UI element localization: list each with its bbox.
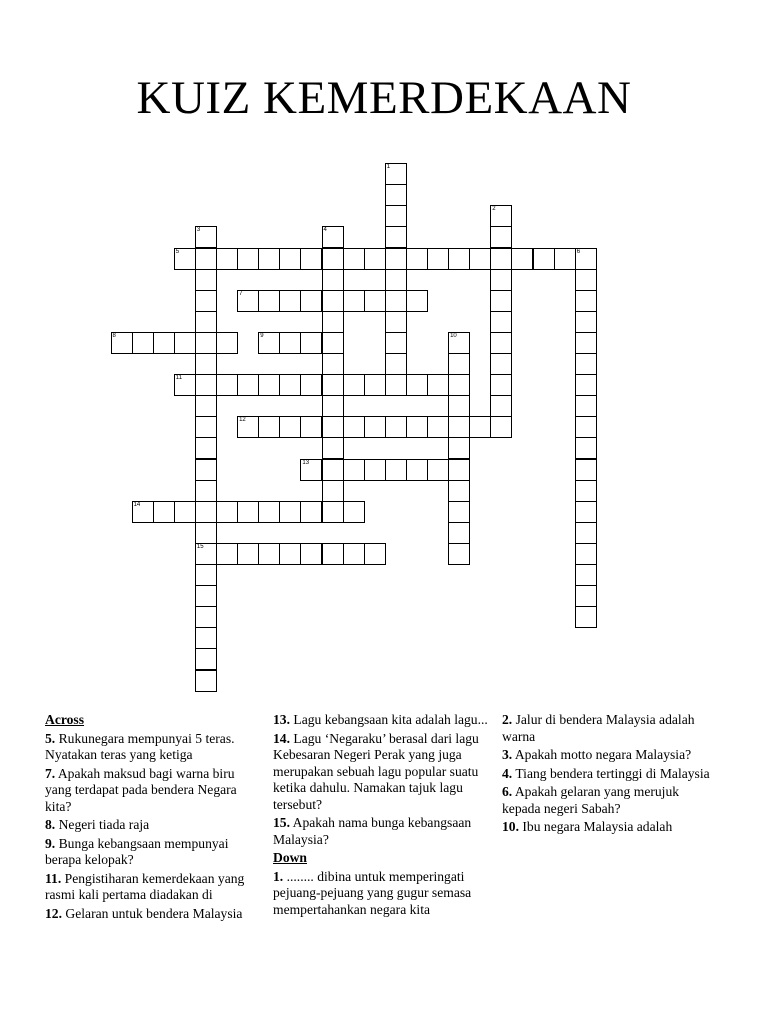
crossword-cell[interactable] xyxy=(575,543,597,565)
crossword-cell[interactable] xyxy=(385,311,407,333)
crossword-cell[interactable] xyxy=(258,543,280,565)
cell-number: 14 xyxy=(133,501,141,508)
crossword-cell[interactable] xyxy=(300,374,322,396)
crossword-cell[interactable] xyxy=(300,501,322,523)
crossword-cell[interactable] xyxy=(237,248,259,270)
crossword-cell[interactable] xyxy=(385,459,407,481)
crossword-cell[interactable] xyxy=(258,332,280,354)
crossword-cell[interactable] xyxy=(448,501,470,523)
crossword-cell[interactable] xyxy=(364,290,386,312)
cell-number: 12 xyxy=(239,417,246,424)
crossword-cell[interactable] xyxy=(490,248,512,270)
crossword-cell[interactable] xyxy=(575,374,597,396)
crossword-cell[interactable] xyxy=(448,480,470,502)
crossword-cell[interactable] xyxy=(448,543,470,565)
crossword-cell[interactable] xyxy=(195,564,217,586)
crossword-cell[interactable] xyxy=(575,353,597,375)
crossword-cell[interactable] xyxy=(195,670,217,692)
crossword-cell[interactable] xyxy=(575,416,597,438)
crossword-cell[interactable] xyxy=(216,374,238,396)
clue-across-15: 15. Apakah nama bunga kebangsaan Malaysia? xyxy=(273,815,472,847)
crossword-cell[interactable] xyxy=(385,248,407,270)
crossword-cell[interactable] xyxy=(300,543,322,565)
crossword-cell[interactable] xyxy=(575,332,597,354)
crossword-cell[interactable] xyxy=(195,627,217,649)
crossword-cell[interactable] xyxy=(195,395,217,417)
crossword-cell[interactable] xyxy=(385,416,407,438)
crossword-cell[interactable] xyxy=(237,416,259,438)
clue-column-1 xyxy=(45,712,260,924)
crossword-cell[interactable] xyxy=(385,205,407,227)
crossword-cell[interactable] xyxy=(343,543,365,565)
crossword-cell[interactable] xyxy=(364,543,386,565)
crossword-cell[interactable] xyxy=(237,290,259,312)
crossword-cell[interactable] xyxy=(575,501,597,523)
crossword-cell[interactable] xyxy=(153,332,175,354)
clue-across-9: 9. Bunga kebangsaan mempunyai berapa kelopak? xyxy=(45,835,229,867)
clue-down-3: 3. Apakah motto negara Malaysia? xyxy=(502,747,692,762)
clue-across-11: 11. Pengistiharan kemerdekaan yang rasmi kali pertama diadakan di xyxy=(45,870,245,902)
crossword-cell[interactable] xyxy=(322,480,344,502)
crossword-cell[interactable] xyxy=(406,459,428,481)
crossword-cell[interactable] xyxy=(195,248,217,270)
crossword-cell[interactable] xyxy=(322,374,344,396)
crossword-cell[interactable] xyxy=(448,522,470,544)
crossword-cell[interactable] xyxy=(322,501,344,523)
crossword-cell[interactable] xyxy=(427,416,449,438)
cell-number: 5 xyxy=(175,248,180,255)
crossword-cell[interactable] xyxy=(385,163,407,185)
crossword-cell[interactable] xyxy=(279,416,301,438)
crossword-cell[interactable] xyxy=(575,248,597,270)
crossword-cell[interactable] xyxy=(174,501,196,523)
crossword-cell[interactable] xyxy=(195,648,217,670)
crossword-cell[interactable] xyxy=(195,543,217,565)
crossword-cell[interactable] xyxy=(490,374,512,396)
crossword-cell[interactable] xyxy=(427,374,449,396)
crossword-cell[interactable] xyxy=(300,459,322,481)
crossword-cell[interactable] xyxy=(469,416,491,438)
clue-down-4: 4. Tiang bendera tertinggi di Malaysia xyxy=(502,765,710,781)
crossword-cell[interactable] xyxy=(575,290,597,312)
crossword-cell[interactable] xyxy=(216,332,238,354)
crossword-cell[interactable] xyxy=(195,416,217,438)
crossword-cell[interactable] xyxy=(490,395,512,417)
cell-number: 13 xyxy=(302,459,310,466)
crossword-cell[interactable] xyxy=(448,395,470,417)
crossword-cell[interactable] xyxy=(385,184,407,206)
crossword-cell[interactable] xyxy=(258,416,280,438)
crossword-cell[interactable] xyxy=(575,459,597,481)
crossword-cell[interactable] xyxy=(490,205,512,227)
clue-across-12: 12. Gelaran untuk bendera Malaysia xyxy=(45,905,243,921)
crossword-cell[interactable] xyxy=(300,290,322,312)
cell-number: 7 xyxy=(239,290,243,297)
crossword-cell[interactable] xyxy=(322,226,344,248)
crossword-cell[interactable] xyxy=(575,480,597,502)
crossword-cell[interactable] xyxy=(195,353,217,375)
crossword-cell[interactable] xyxy=(174,248,196,270)
crossword-cell[interactable] xyxy=(448,332,470,354)
page-title: KUIZ KEMERDEKAAN xyxy=(136,72,632,124)
crossword-cell[interactable] xyxy=(427,459,449,481)
clue-down-10: 10. Ibu negara Malaysia adalah xyxy=(502,819,673,834)
clue-across-14: 14. Lagu ‘Negaraku’ berasal dari lagu Kebesaran Negeri Perak yang juga merupakan sebuah lagu popular suatu ketika dahulu. Namakan tajuk lagu tersebut? xyxy=(273,730,479,812)
crossword-cell[interactable] xyxy=(364,248,386,270)
crossword-cell[interactable] xyxy=(364,416,386,438)
crossword-cell[interactable] xyxy=(490,353,512,375)
crossword-cell[interactable] xyxy=(195,459,217,481)
crossword-cell[interactable] xyxy=(174,374,196,396)
crossword-cell[interactable] xyxy=(195,437,217,459)
crossword-cell[interactable] xyxy=(448,248,470,270)
crossword-cell[interactable] xyxy=(469,248,491,270)
down-heading: Down xyxy=(273,850,307,865)
crossword-cell[interactable] xyxy=(448,353,470,375)
crossword-cell[interactable] xyxy=(322,311,344,333)
crossword-cell[interactable] xyxy=(195,501,217,523)
crossword-cell[interactable] xyxy=(406,416,428,438)
crossword-cell[interactable] xyxy=(132,501,154,523)
crossword-cell[interactable] xyxy=(322,290,344,312)
crossword-cell[interactable] xyxy=(406,374,428,396)
crossword-cell[interactable] xyxy=(343,290,365,312)
crossword-cell[interactable] xyxy=(575,564,597,586)
crossword-cell[interactable] xyxy=(490,311,512,333)
crossword-cell[interactable] xyxy=(279,332,301,354)
crossword-cell[interactable] xyxy=(406,290,428,312)
crossword-cell[interactable] xyxy=(279,543,301,565)
crossword-cell[interactable] xyxy=(385,353,407,375)
clue-across-13: 13. Lagu kebangsaan kita adalah lagu... xyxy=(273,712,488,727)
crossword-cell[interactable] xyxy=(575,522,597,544)
crossword-cell[interactable] xyxy=(195,522,217,544)
crossword-cell[interactable] xyxy=(195,269,217,291)
crossword-cell[interactable] xyxy=(575,437,597,459)
crossword-cell[interactable] xyxy=(258,374,280,396)
crossword-cell[interactable] xyxy=(279,290,301,312)
crossword-cell[interactable] xyxy=(343,501,365,523)
crossword-cell[interactable] xyxy=(322,543,344,565)
crossword-cell[interactable] xyxy=(216,501,238,523)
clue-across-5: 5. Rukunegara mempunyai 5 teras. Nyatakan teras yang ketiga xyxy=(45,730,235,762)
crossword-cell[interactable] xyxy=(322,248,344,270)
crossword-cell[interactable] xyxy=(195,585,217,607)
clue-down-2: 2. Jalur di bendera Malaysia adalah warna xyxy=(502,712,695,744)
cell-number: 6 xyxy=(576,248,581,255)
crossword-cell[interactable] xyxy=(364,374,386,396)
crossword-cell[interactable] xyxy=(364,459,386,481)
crossword-cell[interactable] xyxy=(111,332,133,354)
crossword-cell[interactable] xyxy=(322,416,344,438)
crossword-cell[interactable] xyxy=(237,501,259,523)
crossword-cell[interactable] xyxy=(216,248,238,270)
cell-number: 2 xyxy=(492,206,496,213)
crossword-cell[interactable] xyxy=(448,459,470,481)
crossword-cell[interactable] xyxy=(258,290,280,312)
crossword-cell[interactable] xyxy=(448,416,470,438)
crossword-cell[interactable] xyxy=(575,311,597,333)
crossword-cell[interactable] xyxy=(490,269,512,291)
crossword-cell[interactable] xyxy=(195,480,217,502)
crossword-cell[interactable] xyxy=(300,248,322,270)
crossword-cell[interactable] xyxy=(554,248,576,270)
crossword-cell[interactable] xyxy=(448,437,470,459)
crossword-cell[interactable] xyxy=(322,437,344,459)
cell-number: 1 xyxy=(386,164,391,171)
crossword-cell[interactable] xyxy=(448,374,470,396)
crossword-cell[interactable] xyxy=(575,269,597,291)
crossword-cell[interactable] xyxy=(153,501,175,523)
cell-number: 10 xyxy=(450,332,457,339)
crossword-cell[interactable] xyxy=(427,248,449,270)
crossword-cell[interactable] xyxy=(385,374,407,396)
clue-column-3 xyxy=(502,712,717,838)
cell-number: 15 xyxy=(196,543,204,550)
crossword-cell[interactable] xyxy=(322,332,344,354)
crossword-cell[interactable] xyxy=(322,269,344,291)
crossword-cell[interactable] xyxy=(490,290,512,312)
cell-number: 4 xyxy=(323,227,327,234)
crossword-cell[interactable] xyxy=(385,269,407,291)
clue-across-7: 7. Apakah maksud bagi warna biru yang terdapat pada bendera Negara kita? xyxy=(45,765,237,814)
clue-down-1: 1. ........ dibina untuk memperingati pejuang-pejuang yang gugur semasa mempertahankan negara kita xyxy=(273,868,472,917)
crossword-cell[interactable] xyxy=(385,290,407,312)
crossword-cell[interactable] xyxy=(279,248,301,270)
crossword-cell[interactable] xyxy=(406,248,428,270)
crossword-cell[interactable] xyxy=(533,248,555,270)
crossword-cell[interactable] xyxy=(490,416,512,438)
crossword-cell[interactable] xyxy=(300,416,322,438)
crossword-cell[interactable] xyxy=(385,332,407,354)
crossword-cell[interactable] xyxy=(195,311,217,333)
crossword-cell[interactable] xyxy=(300,332,322,354)
cell-number: 8 xyxy=(112,332,116,339)
crossword-cell[interactable] xyxy=(322,459,344,481)
crossword-cell[interactable] xyxy=(258,248,280,270)
crossword-cell[interactable] xyxy=(490,226,512,248)
crossword-cell[interactable] xyxy=(511,248,533,270)
crossword-cell[interactable] xyxy=(195,226,217,248)
clue-column-2 xyxy=(273,712,495,920)
crossword-cell[interactable] xyxy=(174,332,196,354)
crossword-cell[interactable] xyxy=(237,543,259,565)
crossword-cell[interactable] xyxy=(195,332,217,354)
cell-number: 3 xyxy=(196,227,201,234)
crossword-cell[interactable] xyxy=(575,606,597,628)
crossword-cell[interactable] xyxy=(195,374,217,396)
crossword-cell[interactable] xyxy=(132,332,154,354)
crossword-cell[interactable] xyxy=(237,374,259,396)
crossword-cell[interactable] xyxy=(195,606,217,628)
crossword-cell[interactable] xyxy=(279,501,301,523)
crossword-cell[interactable] xyxy=(575,395,597,417)
crossword-cell[interactable] xyxy=(258,501,280,523)
crossword-cell[interactable] xyxy=(343,248,365,270)
cell-number: 11 xyxy=(175,375,183,382)
cell-number: 9 xyxy=(260,332,264,339)
clue-across-8: 8. Negeri tiada raja xyxy=(45,817,150,832)
crossword-cell[interactable] xyxy=(490,332,512,354)
crossword-cell[interactable] xyxy=(343,374,365,396)
crossword-cell[interactable] xyxy=(216,543,238,565)
crossword-cell[interactable] xyxy=(322,353,344,375)
across-heading: Across xyxy=(45,712,85,727)
crossword-cell[interactable] xyxy=(322,395,344,417)
crossword-cell[interactable] xyxy=(575,585,597,607)
crossword-cell[interactable] xyxy=(343,416,365,438)
crossword-cell[interactable] xyxy=(195,290,217,312)
clue-down-6: 6. Apakah gelaran yang merujuk kepada negeri Sabah? xyxy=(502,784,680,816)
crossword-cell[interactable] xyxy=(279,374,301,396)
crossword-cell[interactable] xyxy=(343,459,365,481)
crossword-cell[interactable] xyxy=(385,226,407,248)
